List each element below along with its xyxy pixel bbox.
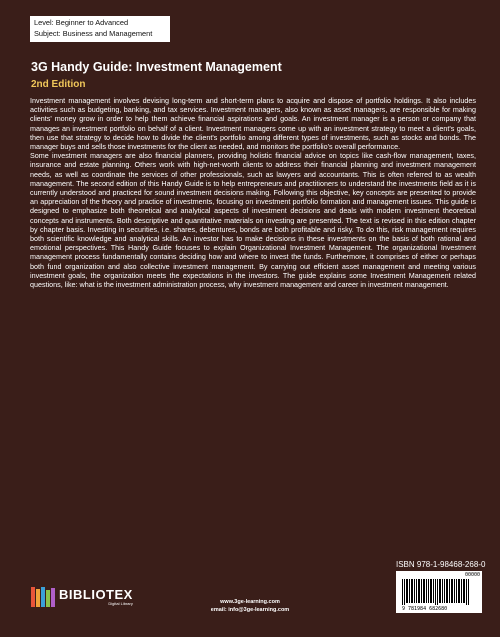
level-label: Level: Beginner to Advanced (34, 18, 129, 27)
description-paragraph: Investment management involves devising long-term and short-term plans to acquire and dispose of portfolio holdings. It also includes activities such as budgeting, banking, and tax services. Investment managers, also known as asset managers, are responsible for making clients' money grow in order to help them achieve financial aspirations and goals. An investment manager is a person or company that manages an investment portfolio on behalf of a client. Investment managers come up with an investment strategy to meet a client's goals, then use that strategy to decide how to divide the client's portfolio among different types of investments, such as stocks and bonds. The manager buys and sells those investments for the client as needed, and monitors the portfolio's overall performance. (30, 96, 476, 152)
edition-label: 2nd Edition (31, 79, 86, 90)
book-title: 3G Handy Guide: Investment Management (31, 60, 282, 74)
level-subject-box (30, 16, 170, 42)
barcode-price-code: 00000 (464, 572, 480, 578)
subject-label: Subject: Business and Management (34, 28, 153, 38)
description-text (30, 96, 476, 289)
publisher-tagline: Digital Library (108, 601, 133, 606)
email-link[interactable]: email: info@3ge-learning.com (210, 607, 290, 613)
barcode-digits: 9 781984 682680 (402, 606, 448, 612)
isbn-label: ISBN 978-1-98468-268-0 (396, 560, 486, 569)
website-link[interactable]: www.3ge-learning.com (220, 599, 280, 605)
contact-info (0, 598, 500, 614)
publisher-name: BIBLIOTEX (59, 587, 133, 602)
description-paragraph: Some investment managers are also financial planners, providing holistic financial advice on topics like cash-flow management, taxes, insurance and estate planning. Others work with high-net-worth clients to address their financial planning and investment management needs, as well as coordinate the services of other professionals, such as lawyers and accountants. This is often referred to as wealth management. The second edition of this Handy Guide is to help entrepreneurs and practitioners to understand the investments field as it is currently understood and practiced for sound investment decisions making. Following this objective, key concepts are presented to provide an appreciation of the theory and practice of investments, focusing on investment portfolio formation and management issues. This guide is designed to emphasize both theoretical and analytical aspects of investment decisions and deals with modern investment theoretical concepts and instruments. Both descriptive and quantitative materials on investing are presented. The text is revised in this edition chapter by chapter basis. Investing in securities, i.e. shares, debentures, bonds are both profitable and risky. To do this, risk management requires both scientific knowledge and analytical skills. An investor has to make decisions in these investments on the basis of both rational and emotional perspectives. This Handy Guide focuses to explain Organizational Investment Management. The organizational Investment management process fundamentally contains deciding how and where to invest the funds. Furthermore, it comprises of either or perhaps both fund organization and also collective investment management. By carrying out efficient asset management and meeting various investment goals, the organization meets the expectations in the investors. The guide explains some Investment Management related questions, like: what is the investment administration process, why investment management and career in investment management. (30, 151, 476, 290)
